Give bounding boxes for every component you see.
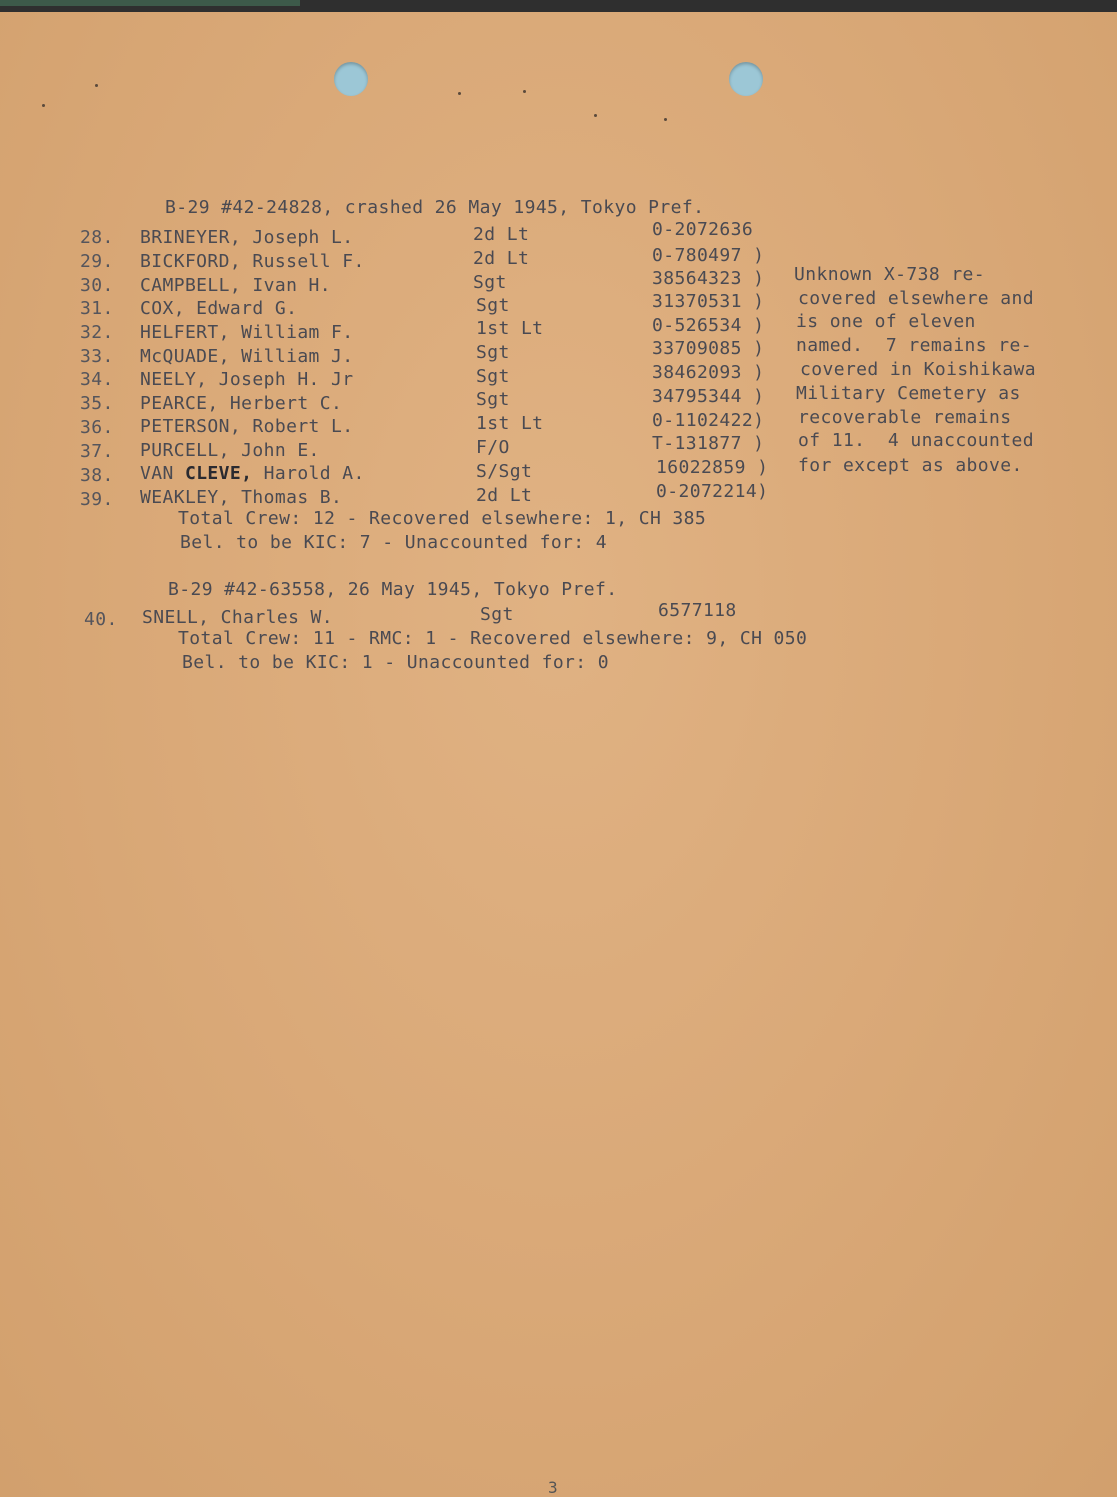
folder-edge	[0, 0, 1117, 12]
row-number: 33.	[80, 346, 114, 367]
row-number: 37.	[80, 441, 114, 462]
row-serial: 0-780497 )	[652, 245, 765, 266]
row-name-bold: CLEVE,	[184, 463, 253, 484]
paper-speck	[594, 114, 597, 117]
row-name-prefix: VAN	[140, 463, 185, 484]
row-name-suffix: Harold A.	[252, 463, 365, 484]
row-number: 36.	[80, 417, 114, 438]
note-line: Unknown X-738 re-	[794, 264, 986, 285]
row-name	[140, 463, 365, 485]
row-rank: 1st Lt	[476, 318, 544, 339]
row-rank: Sgt	[473, 272, 507, 293]
row-serial: 6577118	[658, 600, 737, 621]
row-rank: Sgt	[476, 366, 510, 387]
row-serial: 0-1102422)	[652, 410, 765, 431]
row-name: PEARCE, Herbert C.	[140, 393, 343, 414]
row-number: 31.	[80, 298, 114, 319]
row-number: 30.	[80, 275, 114, 296]
page-number: 3	[548, 1478, 558, 1497]
punch-hole-left	[334, 62, 368, 96]
row-number: 35.	[80, 393, 114, 414]
paper-speck	[664, 118, 667, 121]
row-serial: T-131877 )	[652, 433, 765, 454]
group1-header: B-29 #42-24828, crashed 26 May 1945, Tokyo Pref.	[165, 197, 705, 218]
group2-bel: Bel. to be KIC: 1 - Unaccounted for: 0	[182, 652, 610, 673]
row-rank: 1st Lt	[476, 413, 544, 434]
note-line: is one of eleven	[796, 311, 976, 332]
row-rank: 2d Lt	[473, 224, 530, 245]
row-rank: 2d Lt	[473, 248, 530, 269]
row-name: PETERSON, Robert L.	[140, 416, 354, 437]
row-name: COX, Edward G.	[140, 298, 298, 319]
row-serial: 0-526534 )	[652, 315, 765, 336]
row-name: BRINEYER, Joseph L.	[140, 227, 354, 248]
note-line: of 11. 4 unaccounted	[798, 430, 1034, 451]
row-rank: Sgt	[476, 295, 510, 316]
row-serial: 0-2072214)	[656, 481, 769, 502]
note-line: Military Cemetery as	[796, 383, 1021, 404]
note-line: covered elsewhere and	[798, 288, 1034, 309]
row-rank: Sgt	[480, 604, 514, 625]
row-number: 40.	[84, 609, 118, 630]
row-name: CAMPBELL, Ivan H.	[140, 275, 332, 296]
row-number: 39.	[80, 489, 114, 510]
row-name: NEELY, Joseph H. Jr	[140, 369, 354, 390]
note-line: recoverable remains	[798, 407, 1012, 428]
row-rank: 2d Lt	[476, 485, 533, 506]
row-name: McQUADE, William J.	[140, 346, 354, 367]
row-name: WEAKLEY, Thomas B.	[140, 487, 343, 508]
note-line: named. 7 remains re-	[796, 335, 1032, 356]
row-serial: 33709085 )	[652, 338, 765, 359]
paper-speck	[458, 92, 461, 95]
row-rank: S/Sgt	[476, 461, 533, 482]
paper-speck	[95, 84, 98, 87]
row-name: BICKFORD, Russell F.	[140, 251, 365, 272]
row-name: HELFERT, William F.	[140, 322, 354, 343]
row-name: SNELL, Charles W.	[142, 607, 334, 628]
group1-bel: Bel. to be KIC: 7 - Unaccounted for: 4	[180, 532, 608, 553]
row-number: 29.	[80, 251, 114, 272]
paper-speck	[42, 104, 45, 107]
paper-speck	[523, 90, 526, 93]
row-serial: 0-2072636	[652, 219, 754, 240]
row-number: 32.	[80, 322, 114, 343]
row-name: PURCELL, John E.	[140, 440, 320, 461]
row-rank: Sgt	[476, 342, 510, 363]
row-rank: Sgt	[476, 389, 510, 410]
folder-edge-accent	[0, 0, 300, 6]
note-line: covered in Koishikawa	[800, 359, 1036, 380]
row-serial: 34795344 )	[652, 386, 765, 407]
row-number: 38.	[80, 465, 114, 486]
group2-header: B-29 #42-63558, 26 May 1945, Tokyo Pref.	[168, 579, 618, 600]
group1-total: Total Crew: 12 - Recovered elsewhere: 1, CH 385	[178, 508, 707, 529]
row-rank: F/O	[476, 437, 510, 458]
row-serial: 31370531 )	[652, 291, 765, 312]
row-number: 28.	[80, 227, 114, 248]
row-serial: 16022859 )	[656, 457, 769, 478]
row-number: 34.	[80, 369, 114, 390]
row-serial: 38564323 )	[652, 268, 765, 289]
group2-total: Total Crew: 11 - RMC: 1 - Recovered elsewhere: 9, CH 050	[178, 628, 808, 649]
row-serial: 38462093 )	[652, 362, 765, 383]
note-line: for except as above.	[798, 455, 1023, 476]
punch-hole-right	[729, 62, 763, 96]
